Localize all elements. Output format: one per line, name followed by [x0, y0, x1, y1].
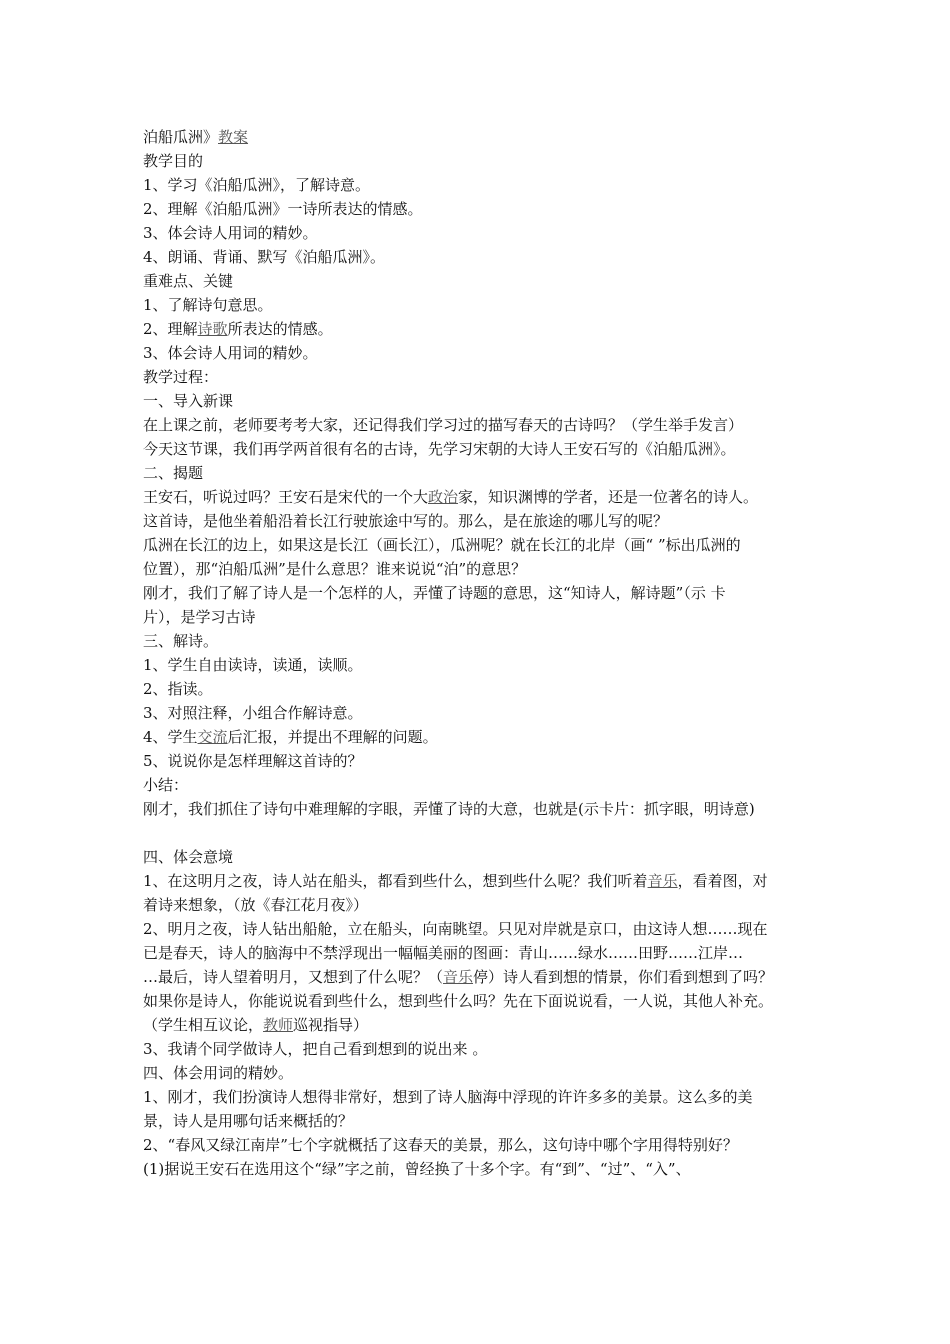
line-text: 重难点、关键: [143, 272, 234, 290]
text-line-goal-1: [143, 173, 823, 197]
text-line-summary-p: [143, 797, 823, 821]
line-text: 在上课之前，老师要考考大家，还记得我们学习过的描写春天的古诗吗？（学生举手发言）: [143, 416, 744, 434]
text-line-goal-heading: [143, 149, 823, 173]
line-text: 5、说说你是怎样理解这首诗的？: [143, 752, 363, 770]
inline-link[interactable]: 交流: [197, 728, 228, 746]
text-line-s3-3: [143, 701, 823, 725]
line-text: 教学目的: [143, 152, 204, 170]
line-text: 后汇报，并提出不理解的问题。: [227, 728, 438, 746]
text-line-s1-p1: [143, 413, 823, 437]
line-text: (1)据说王安石在选用这个“绿”字之前，曾经换了十多个字。有“到”、“过”、“入”、: [143, 1160, 691, 1178]
text-line-s5-1a: [143, 1085, 823, 1109]
line-text: 片），是学习古诗: [143, 608, 256, 626]
line-text: 3、体会诗人用词的精妙。: [143, 344, 318, 362]
line-text: 这首诗，是他坐着船沿着长江行驶旅途中写的。那么，是在旅途的哪儿写的呢？: [143, 512, 669, 530]
text-line-process-heading: [143, 365, 823, 389]
inline-link[interactable]: 诗歌: [197, 320, 228, 338]
line-text: ，看着图，对: [677, 872, 768, 890]
text-line-s5-1b: [143, 1109, 823, 1133]
line-text: 1、刚才，我们扮演诗人想得非常好，想到了诗人脑海中浮现的许许多多的美景。这么多的美: [143, 1088, 753, 1106]
lesson-plan-document: [143, 125, 823, 1181]
line-text: 已是春天，诗人的脑海中不禁浮现出一幅幅美丽的图画：青山……绿水……田野……江岸…: [143, 944, 744, 962]
line-text: 三、解诗。: [143, 632, 219, 650]
text-line-s5-heading: [143, 1061, 823, 1085]
text-line-key-1: [143, 293, 823, 317]
text-line-s5-2: [143, 1133, 823, 1157]
text-line-s4-heading: [143, 845, 823, 869]
text-line-summary-heading: [143, 773, 823, 797]
text-line-s1-heading: [143, 389, 823, 413]
line-text: 1、在这明月之夜，诗人站在船头，都看到些什么，想到些什么呢？我们听着: [143, 872, 648, 890]
line-text: 今天这节课，我们再学两首很有名的古诗，先学习宋朝的大诗人王安石写的《泊船瓜洲》。: [143, 440, 736, 458]
line-text: （学生相互议论，: [143, 1016, 264, 1034]
line-text: 刚才，我们抓住了诗句中难理解的字眼，弄懂了诗的大意，也就是(示卡片：抓字眼，明诗意): [143, 800, 755, 818]
lesson-plan-link[interactable]: 教案: [218, 128, 249, 146]
text-line-s3-1: [143, 653, 823, 677]
text-line-key-heading: [143, 269, 823, 293]
text-line-s2-p1b: [143, 509, 823, 533]
line-text: 二、揭题: [143, 464, 204, 482]
line-text: 1、学习《泊船瓜洲》，了解诗意。: [143, 176, 371, 194]
line-text: 4、学生: [143, 728, 198, 746]
inline-link[interactable]: 音乐: [647, 872, 678, 890]
text-line-s4-2d: [143, 989, 823, 1013]
text-line-s3-4: [143, 725, 823, 749]
text-line-s4-2c: [143, 965, 823, 989]
text-line-s4-2e: [143, 1013, 823, 1037]
text-line-s4-1b: [143, 893, 823, 917]
line-text: 3、对照注释，小组合作解诗意。: [143, 704, 363, 722]
text-line-goal-3: [143, 221, 823, 245]
line-text: 2、明月之夜，诗人钻出船舱，立在船头，向南眺望。只见对岸就是京口，由这诗人想……现在: [143, 920, 768, 938]
line-text: 景，诗人是用哪句话来概括的？: [143, 1112, 354, 1130]
line-text: 家，知识渊博的学者，还是一位著名的诗人。: [458, 488, 759, 506]
line-text: 4、朗诵、背诵、默写《泊船瓜洲》。: [143, 248, 386, 266]
text-line-key-3: [143, 341, 823, 365]
text-line-s4-2a: [143, 917, 823, 941]
text-line-s5-2-1: [143, 1157, 823, 1181]
text-line-goal-4: [143, 245, 823, 269]
line-text: 所表达的情感。: [227, 320, 333, 338]
text-line-goal-2: [143, 197, 823, 221]
line-text: 巡视指导）: [293, 1016, 369, 1034]
text-line-s1-p2: [143, 437, 823, 461]
text-line-s4-1a: [143, 869, 823, 893]
line-text: 四、体会意境: [143, 848, 234, 866]
line-text: 教学过程：: [143, 368, 219, 386]
text-line-s3-heading: [143, 629, 823, 653]
text-line-s2-p2b: [143, 557, 823, 581]
line-text: 四、体会用词的精妙。: [143, 1064, 294, 1082]
line-text: 3、我请个同学做诗人，把自己看到想到的说出来 。: [143, 1040, 488, 1058]
document-title: [143, 125, 823, 149]
text-line-s3-5: [143, 749, 823, 773]
text-line-key-2: [143, 317, 823, 341]
text-line-s3-2: [143, 677, 823, 701]
text-line-s4-3: [143, 1037, 823, 1061]
line-text: 2、指读。: [143, 680, 213, 698]
line-text: 刚才，我们了解了诗人是一个怎样的人，弄懂了诗题的意思，这“知诗人，解诗题”（示 卡: [143, 584, 726, 602]
line-text: 停）诗人看到想的情景，你们看到想到了吗？: [473, 968, 774, 986]
line-text: 小结：: [143, 776, 189, 794]
line-text: 如果你是诗人，你能说说看到些什么，想到些什么吗？先在下面说说看，一人说，其他人补充。: [143, 992, 774, 1010]
text-line-s2-p2a: [143, 533, 823, 557]
text-line-s2-p1a: [143, 485, 823, 509]
inline-link[interactable]: 教师: [263, 1016, 294, 1034]
line-text: 瓜洲在长江的边上，如果这是长江（画长江），瓜洲呢？就在长江的北岸（画“ ”标出瓜洲的: [143, 536, 741, 554]
text-line-s4-2b: [143, 941, 823, 965]
line-text: 2、理解: [143, 320, 198, 338]
text-line-s2-p3a: [143, 581, 823, 605]
line-text: 着诗来想象，（放《春江花月夜》）: [143, 896, 369, 914]
inline-link[interactable]: 政治: [428, 488, 459, 506]
line-text: 3、体会诗人用词的精妙。: [143, 224, 318, 242]
text-line-s2-p3b: [143, 605, 823, 629]
line-text: 2、“春风又绿江南岸”七个字就概括了这春天的美景，那么，这句诗中哪个字用得特别好？: [143, 1136, 738, 1154]
text-line-s2-heading: [143, 461, 823, 485]
inline-link[interactable]: 音乐: [443, 968, 474, 986]
title-text: 泊船瓜洲》: [143, 128, 219, 146]
line-text: 1、学生自由读诗，读通，读顺。: [143, 656, 363, 674]
line-text: 王安石，听说过吗？王安石是宋代的一个大: [143, 488, 429, 506]
line-text: 1、了解诗句意思。: [143, 296, 273, 314]
text-line-blank: [143, 821, 823, 845]
line-text: 2、理解《泊船瓜洲》一诗所表达的情感。: [143, 200, 423, 218]
line-text: …最后，诗人望着明月，又想到了什么呢？（: [143, 968, 444, 986]
line-text: 位置），那“泊船瓜洲”是什么意思？谁来说说“泊”的意思？: [143, 560, 527, 578]
line-text: 一、导入新课: [143, 392, 234, 410]
document-body: [143, 149, 823, 1181]
